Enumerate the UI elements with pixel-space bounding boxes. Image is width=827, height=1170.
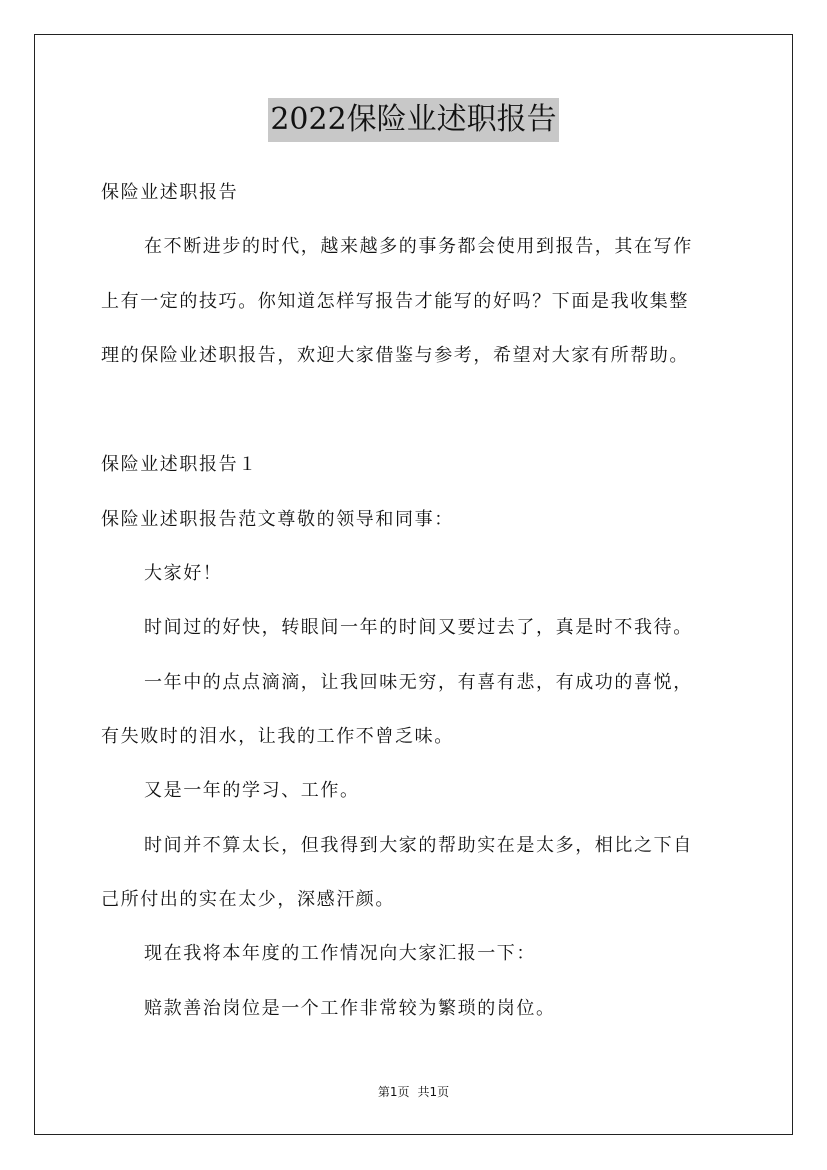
- body-line-study: 又是一年的学习、工作。: [144, 780, 360, 801]
- section-heading: 保险业述职报告１: [101, 454, 258, 475]
- intro-line-1: 在不断进步的时代，越来越多的事务都会使用到报告，其在写作: [144, 236, 693, 257]
- body-line-year-2: 有失败时的泪水，让我的工作不曾乏味。: [101, 726, 454, 747]
- intro-line-2: 上有一定的技巧。你知道怎样写报告才能写的好吗？下面是我收集整: [101, 291, 689, 312]
- subtitle-line: 保险业述职报告: [101, 182, 239, 203]
- body-line-help-2: 己所付出的实在太少，深感汗颜。: [101, 889, 395, 910]
- body-line-time: 时间过的好快，转眼间一年的时间又要过去了，真是时不我待。: [144, 617, 693, 638]
- body-line-salutation: 保险业述职报告范文尊敬的领导和同事：: [101, 509, 454, 530]
- page-number-current: 第1页: [377, 1085, 410, 1099]
- intro-line-3: 理的保险业述职报告，欢迎大家借鉴与参考，希望对大家有所帮助。: [101, 345, 689, 366]
- body-line-position: 赔款善治岗位是一个工作非常较为繁琐的岗位。: [144, 998, 556, 1019]
- body-line-report: 现在我将本年度的工作情况向大家汇报一下：: [144, 943, 536, 964]
- body-line-greeting: 大家好！: [144, 563, 223, 584]
- title-container: [0, 98, 827, 142]
- page-number-total: 共1页: [417, 1085, 450, 1099]
- body-line-help-1: 时间并不算太长，但我得到大家的帮助实在是太多，相比之下自: [144, 835, 693, 856]
- page-footer: [0, 1084, 827, 1100]
- body-line-year-1: 一年中的点点滴滴，让我回味无穷，有喜有悲，有成功的喜悦，: [144, 672, 693, 693]
- document-title: 2022保险业述职报告: [268, 98, 558, 142]
